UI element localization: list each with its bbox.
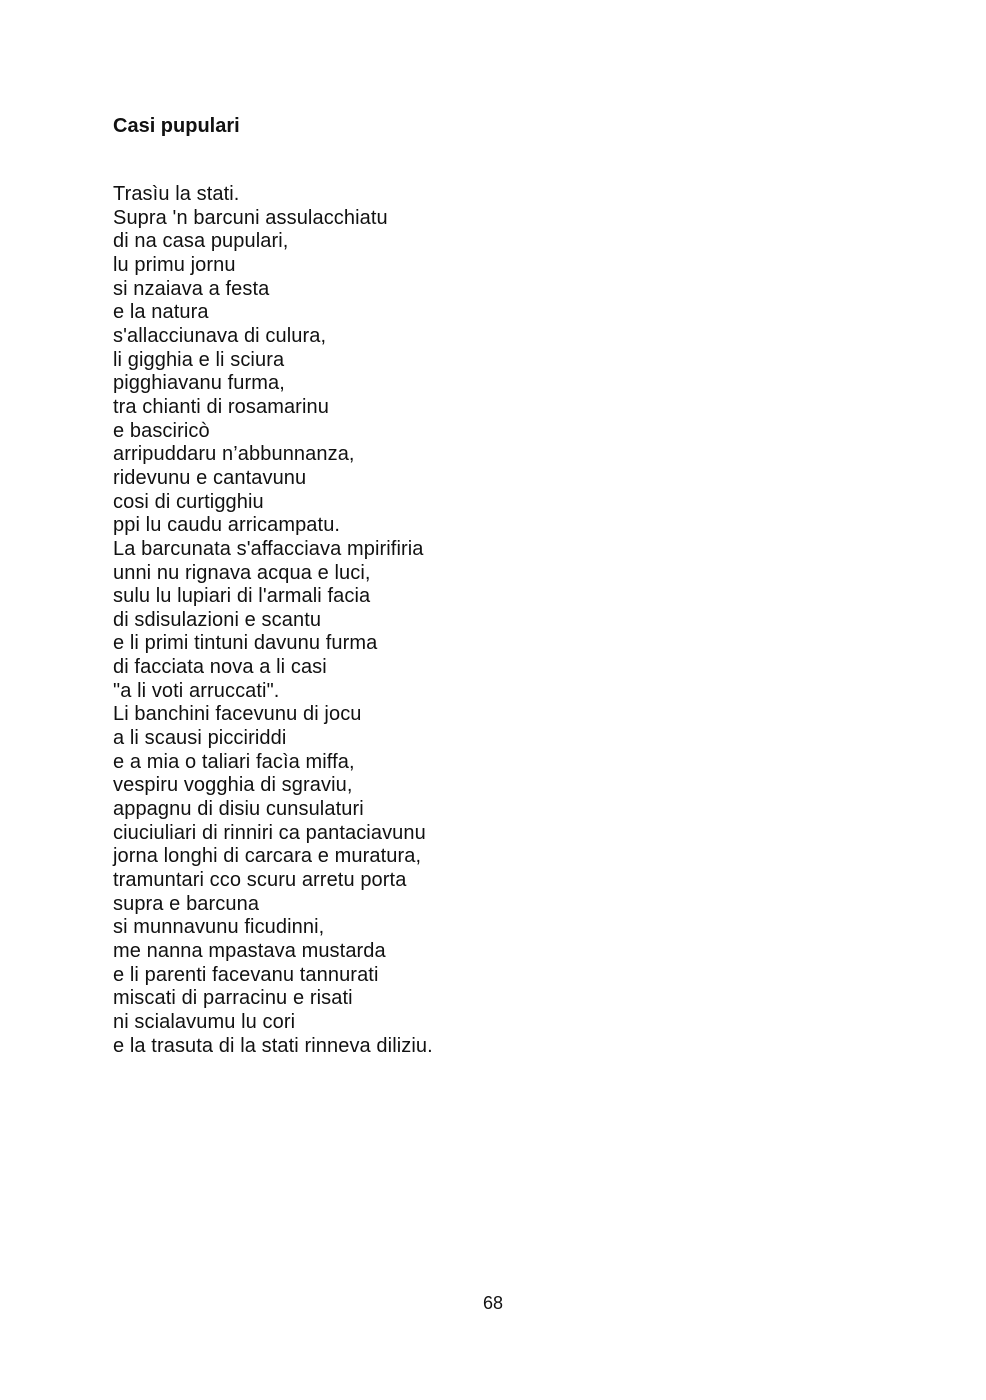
poem-line: tramuntari cco scuru arretu porta — [113, 869, 407, 892]
poem-line: e li parenti facevanu tannurati — [113, 963, 379, 986]
poem-line: di sdisulazioni e scantu — [113, 608, 322, 631]
poem-line: li gigghia e li sciura — [113, 348, 285, 371]
poem-line: s'allacciunava di culura, — [113, 324, 327, 347]
poem-line: Supra 'n barcuni assulacchiatu — [113, 206, 388, 229]
poem-line: cosi di curtigghiu — [113, 490, 264, 513]
poem-line: miscati di parracinu e risati — [113, 987, 353, 1010]
poem-line: vespiru vogghia di sgraviu, — [113, 774, 353, 797]
poem-line: e a mia o taliari facìa miffa, — [113, 750, 355, 773]
poem-line: e la trasuta di la stati rinneva diliziu. — [113, 1034, 433, 1057]
poem-line: di facciata nova a li casi — [113, 656, 327, 679]
poem-line: a li scausi picciriddi — [113, 727, 287, 750]
poem-line: e la natura — [113, 301, 209, 324]
poem-line: si munnavunu ficudinni, — [113, 916, 325, 939]
poem-line: supra e barcuna — [113, 892, 260, 915]
poem-line: ppi lu caudu arricampatu. — [113, 514, 341, 537]
poem-line: La barcunata s'affacciava mpirifiria — [113, 537, 424, 560]
page-number: 68 — [482, 1293, 504, 1313]
poem-line: e li primi tintuni davunu furma — [113, 632, 378, 655]
poem-body — [113, 183, 433, 1058]
poem-line: arripuddaru n’abbunnanza, — [113, 443, 355, 466]
poem-line: me nanna mpastava mustarda — [113, 940, 386, 962]
poem-line: appagnu di disiu cunsulaturi — [113, 798, 364, 821]
poem-line: ni scialavumu lu cori — [113, 1010, 296, 1033]
poem-line: lu primu jornu — [113, 253, 236, 276]
poem-line: si nzaiava a festa — [113, 277, 270, 300]
poem-line: Li banchini facevunu di jocu — [113, 703, 362, 726]
poem-line: ciuciuliari di rinniri ca pantaciavunu — [113, 821, 426, 844]
poem-line: unni nu rignava acqua e luci, — [113, 561, 371, 584]
poem-line: jorna longhi di carcara e muratura, — [113, 845, 422, 868]
poem-title: Casi pupulari — [113, 115, 240, 137]
poem-line: di na casa pupulari, — [113, 230, 289, 253]
poem-line: ridevunu e cantavunu — [113, 466, 307, 489]
poem-line: tra chianti di rosamarinu — [113, 395, 329, 418]
poem-line: Trasìu la stati. — [113, 183, 240, 205]
poem-line: sulu lu lupiari di l'armali facia — [113, 585, 371, 608]
poem-line: "a li voti arruccati". — [113, 679, 280, 702]
poem-line: pigghiavanu furma, — [113, 372, 285, 395]
poem-line: e basciricò — [113, 419, 210, 442]
